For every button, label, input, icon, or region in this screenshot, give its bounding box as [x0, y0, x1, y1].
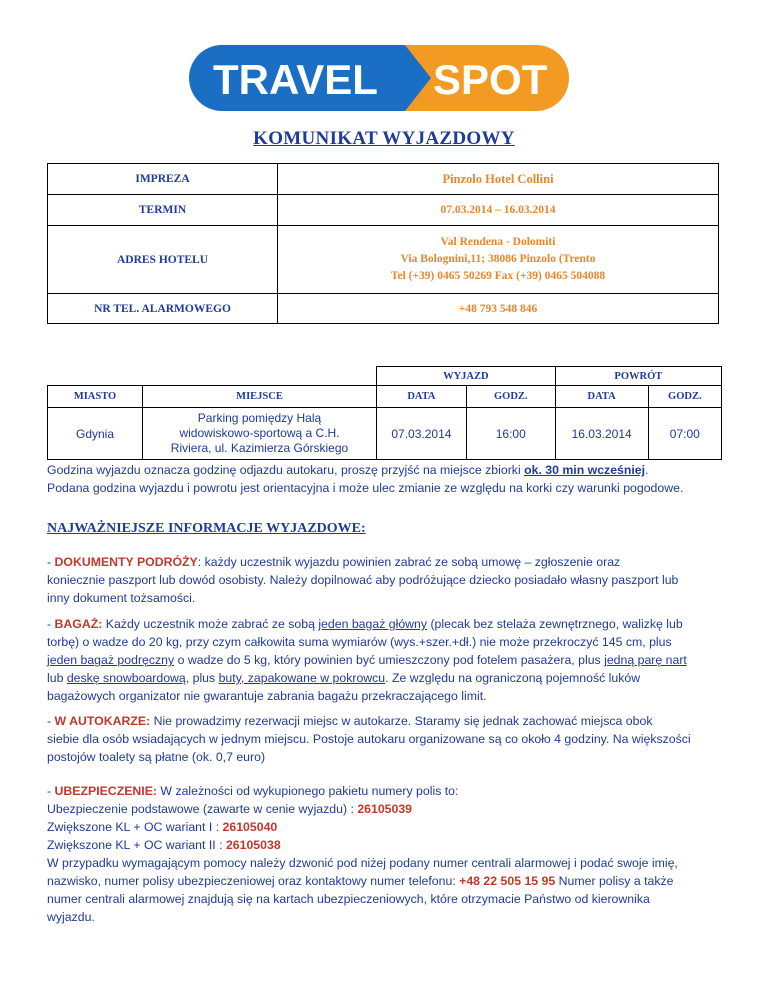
wyjazd-header: WYJAZD: [376, 367, 555, 386]
dokumenty-line-1: : każdy uczestnik wyjazdu powinien zabrać ze sobą umowę – zgłoszenie oraz: [197, 555, 621, 569]
miejsce-cell: [143, 408, 377, 460]
bagaz-text: lub: [47, 671, 67, 685]
alarm-value: +48 793 548 846: [278, 294, 719, 324]
col-godz-powrot: GODZ.: [648, 386, 721, 408]
autokar-section: [47, 712, 727, 766]
termin-value: 07.03.2014 – 16.03.2014: [278, 195, 719, 226]
adres-line-3: Tel (+39) 0465 50269 Fax (+39) 0465 504088: [390, 270, 606, 282]
trip-info-table: [47, 163, 719, 324]
data-powrot-cell: 16.03.2014: [555, 408, 648, 460]
miejsce-line-1: Parking pomiędzy Halą: [197, 411, 322, 425]
miejsce-line-2: widowiskowo-sportową a C.H.: [179, 426, 340, 440]
ubezpieczenie-line-1: W zależności od wykupionego pakietu numery polis to:: [157, 784, 459, 798]
autokar-label: W AUTOKARZE:: [54, 714, 151, 728]
logo-word-travel: TRAVEL: [213, 56, 378, 103]
bagaz-text: o wadze do 5 kg, który powinien być umieszczony pod fotelem pasażera, plus: [174, 653, 605, 667]
impreza-value: Pinzolo Hotel Collini: [278, 164, 719, 195]
autokar-line-1: Nie prowadzimy rezerwacji miejsc w autokarze. Staramy się jednak zachować miejsca obok: [150, 714, 653, 728]
bagaz-line-2: torbę) o wadze do 20 kg, przy czym całkowita suma wymiarów (wys.+szer.+dł.) nie może przekroczyć 145 cm, plus: [47, 635, 672, 649]
dokumenty-prefix: -: [47, 555, 55, 569]
bagaz-line-5: bagażowych organizator nie gwarantuje zabrania bagażu przekraczającego limit.: [47, 689, 487, 703]
polisa-2-number: 26105040: [222, 820, 278, 834]
data-wyjazd-cell: 07.03.2014: [376, 408, 466, 460]
dokumenty-label: DOKUMENTY PODRÓŻY: [54, 555, 198, 569]
bagaz-section: [47, 615, 727, 705]
polisa-1-label: Ubezpieczenie podstawowe (zawarte w cenie wyjazdu) :: [47, 802, 358, 816]
miasto-cell: Gdynia: [48, 408, 143, 460]
ubezpieczenie-line-6-end: Numer polisy a także: [555, 874, 674, 888]
schedule-table: [47, 366, 722, 460]
note-text: Godzina wyjazdu oznacza godzinę odjazdu autokaru, proszę przyjść na miejsce zbiorki: [47, 463, 525, 477]
godz-powrot-cell: 07:00: [648, 408, 721, 460]
ubezpieczenie-line-5: W przypadku wymagającym pomocy należy dzwonić pod niżej podany numer centrali alarmowej i podać swoje imię,: [47, 856, 678, 870]
col-godz-wyjazd: GODZ.: [466, 386, 555, 408]
alarm-center-number: +48 22 505 15 95: [459, 874, 556, 888]
miejsce-line-3: Riviera, ul. Kazimierza Górskiego: [170, 441, 349, 455]
ubezpieczenie-line-7: numer centrali alarmowej znajdują się na kartach ubezpieczeniowych, które otrzymacie Państwo od kierownika: [47, 892, 650, 906]
ubezpieczenie-prefix: -: [47, 784, 55, 798]
col-miejsce: MIEJSCE: [143, 386, 377, 408]
dokumenty-line-2: koniecznie paszport lub dowód osobisty. Należy dopilnować aby podróżujące dziecko posiadało własny paszport lub: [47, 573, 679, 587]
bagaz-prefix: -: [47, 617, 55, 631]
adres-label: ADRES HOTELU: [48, 226, 278, 294]
bagaz-buty: buty, zapakowane w pokrowcu: [218, 671, 386, 685]
adres-line-2: Via Bolognini,11; 38086 Pinzolo (Trento: [400, 253, 596, 265]
polisa-3-label: Zwiększone KL + OC wariant II :: [47, 838, 226, 852]
godz-wyjazd-cell: 16:00: [466, 408, 555, 460]
autokar-line-2: siebie dla osób wsiadających w jednym miejscu. Postoje autokaru organizowane są co około 4 godziny. Na większości: [47, 732, 691, 746]
bagaz-snowboard: deskę snowboardową: [66, 671, 186, 685]
dokumenty-section: [47, 553, 727, 607]
impreza-label: IMPREZA: [48, 164, 278, 195]
col-miasto: MIASTO: [48, 386, 143, 408]
travel-spot-logo: [189, 45, 569, 111]
polisa-2-label: Zwiększone KL + OC wariant I :: [47, 820, 223, 834]
page-title: KOMUNIKAT WYJAZDOWY: [253, 128, 515, 149]
col-data-wyjazd: DATA: [376, 386, 466, 408]
autokar-prefix: -: [47, 714, 55, 728]
autokar-line-3: postojów toalety są płatne (ok. 0,7 euro): [47, 750, 266, 764]
polisa-1-number: 26105039: [357, 802, 413, 816]
bagaz-glowny: jeden bagaż główny: [318, 617, 428, 631]
ubezpieczenie-line-8: wyjazdu.: [47, 910, 95, 924]
adres-value: [278, 226, 719, 294]
powrot-header: POWRÓT: [555, 367, 721, 386]
bagaz-label: BAGAŻ:: [54, 617, 103, 631]
bagaz-text: (plecak bez stelaża zewnętrznego, walizkę lub: [427, 617, 683, 631]
note-end: .: [645, 463, 649, 477]
col-data-powrot: DATA: [555, 386, 648, 408]
bagaz-text: . Ze względu na ograniczoną pojemność luków: [385, 671, 641, 685]
ubezpieczenie-label: UBEZPIECZENIE:: [54, 784, 157, 798]
bagaz-podreczny: jeden bagaż podręczny: [47, 653, 175, 667]
departure-note: [47, 461, 727, 497]
alarm-label: NR TEL. ALARMOWEGO: [48, 294, 278, 324]
ubezpieczenie-section: [47, 782, 727, 926]
bagaz-text: Każdy uczestnik może zabrać ze sobą: [102, 617, 319, 631]
polisa-3-number: 26105038: [225, 838, 281, 852]
logo-word-spot: SPOT: [433, 56, 548, 103]
termin-label: TERMIN: [48, 195, 278, 226]
section-heading: NAJWAŻNIEJSZE INFORMACJE WYJAZDOWE:: [47, 521, 366, 536]
dokumenty-line-3: inny dokument tożsamości.: [47, 591, 196, 605]
note-emphasis: ok. 30 min wcześniej: [524, 463, 646, 477]
table-row: [48, 408, 722, 460]
note-line-2: Podana godzina wyjazdu i powrotu jest orientacyjna i może ulec zmianie ze względu na korki czy warunki pogodowe.: [47, 481, 684, 495]
bagaz-narty: jedną parę nart: [604, 653, 687, 667]
ubezpieczenie-line-6: nazwisko, numer polisy ubezpieczeniowej oraz kontaktowy numer telefonu:: [47, 874, 460, 888]
adres-line-1: Val Rendena - Dolomiti: [440, 236, 556, 248]
bagaz-text: , plus: [185, 671, 219, 685]
